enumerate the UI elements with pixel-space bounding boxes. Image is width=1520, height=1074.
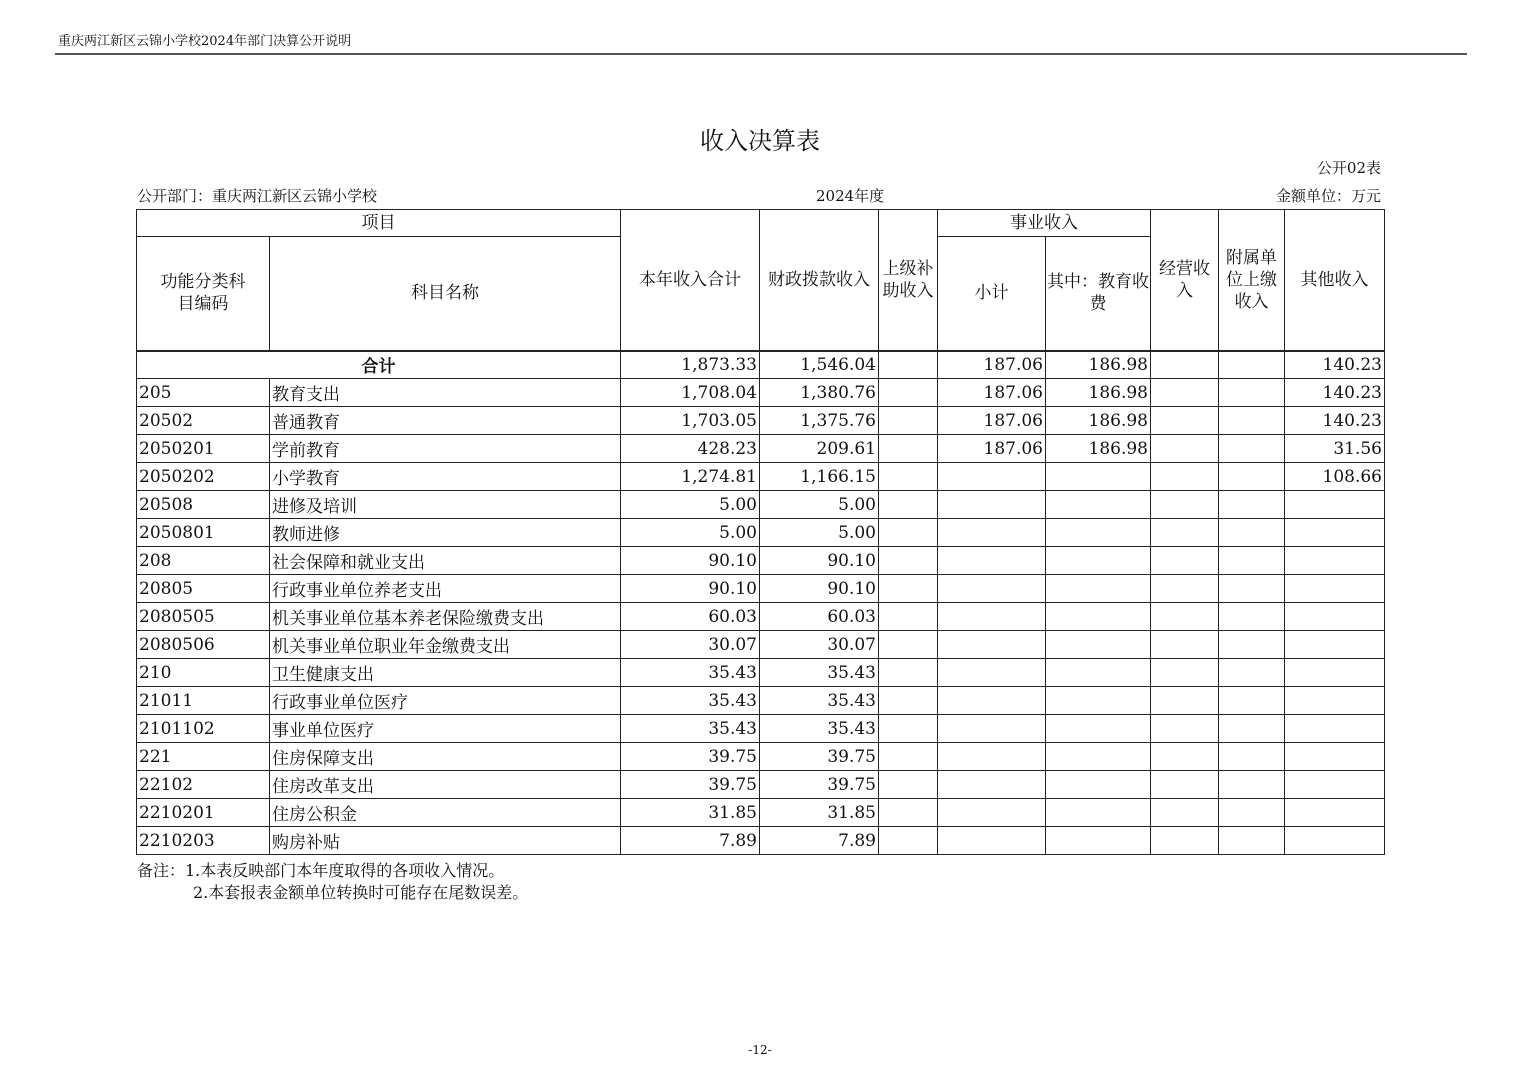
header-code-text: 功能分类科目编码 (160, 272, 246, 315)
total-income-cell: 39.75 (621, 743, 760, 771)
notes (137, 860, 528, 904)
running-header: 重庆两江新区云锦小学校2024年部门决算公开说明 (58, 34, 352, 49)
table-body (137, 351, 1385, 855)
name-cell: 社会保障和就业支出 (270, 547, 621, 575)
name-cell: 小学教育 (270, 463, 621, 491)
education-fee-cell (1046, 743, 1151, 771)
education-fee-cell (1046, 799, 1151, 827)
header-education-fee-text: 其中：教育收费 (1047, 272, 1149, 315)
operating-cell (1151, 799, 1219, 827)
page-number: -12- (748, 1043, 772, 1057)
superior-subsidy-cell (879, 519, 938, 547)
education-fee-cell (1046, 659, 1151, 687)
subtotal-cell (938, 519, 1046, 547)
education-fee-cell (1046, 631, 1151, 659)
operating-cell (1151, 631, 1219, 659)
other-cell (1285, 519, 1385, 547)
education-fee-cell (1046, 575, 1151, 603)
operating-cell (1151, 463, 1219, 491)
table-row (137, 379, 1385, 407)
superior-subsidy-cell (879, 687, 938, 715)
other-cell (1285, 827, 1385, 855)
page-title: 收入决算表 (700, 127, 820, 155)
subtotal-cell (938, 687, 1046, 715)
code-cell: 208 (137, 547, 270, 575)
code-cell: 221 (137, 743, 270, 771)
operating-cell (1151, 407, 1219, 435)
code-cell: 22102 (137, 771, 270, 799)
affiliated-cell (1219, 575, 1285, 603)
affiliated-cell (1219, 715, 1285, 743)
fiscal-cell: 5.00 (760, 519, 879, 547)
fiscal-cell: 31.85 (760, 799, 879, 827)
operating-cell (1151, 379, 1219, 407)
total-subtotal-cell: 187.06 (938, 351, 1046, 379)
code-cell: 210 (137, 659, 270, 687)
note-line-2: 2.本套报表金额单位转换时可能存在尾数误差。 (193, 883, 529, 902)
education-fee-cell (1046, 715, 1151, 743)
table-row (137, 491, 1385, 519)
header-superior-subsidy (879, 210, 938, 351)
superior-subsidy-cell (879, 435, 938, 463)
name-cell: 事业单位医疗 (270, 715, 621, 743)
total-superior-subsidy-cell (879, 351, 938, 379)
total-affiliated-cell (1219, 351, 1285, 379)
affiliated-cell (1219, 379, 1285, 407)
operating-cell (1151, 743, 1219, 771)
name-cell: 卫生健康支出 (270, 659, 621, 687)
operating-cell (1151, 435, 1219, 463)
subtotal-cell (938, 799, 1046, 827)
superior-subsidy-cell (879, 547, 938, 575)
affiliated-cell (1219, 547, 1285, 575)
subtotal-cell (938, 631, 1046, 659)
table-row (137, 463, 1385, 491)
code-cell: 2080505 (137, 603, 270, 631)
code-cell: 2080506 (137, 631, 270, 659)
other-cell (1285, 799, 1385, 827)
subtotal-cell (938, 743, 1046, 771)
affiliated-cell (1219, 491, 1285, 519)
affiliated-cell (1219, 771, 1285, 799)
name-cell: 教师进修 (270, 519, 621, 547)
other-cell (1285, 631, 1385, 659)
total-fiscal-cell: 1,546.04 (760, 351, 879, 379)
superior-subsidy-cell (879, 463, 938, 491)
code-cell: 2050202 (137, 463, 270, 491)
total-income-cell: 35.43 (621, 659, 760, 687)
operating-cell (1151, 519, 1219, 547)
table-row (137, 603, 1385, 631)
subtotal-cell (938, 575, 1046, 603)
meta-row (137, 185, 1384, 205)
code-cell: 2050201 (137, 435, 270, 463)
fiscal-cell: 5.00 (760, 491, 879, 519)
fiscal-cell: 39.75 (760, 771, 879, 799)
name-cell: 教育支出 (270, 379, 621, 407)
education-fee-cell: 186.98 (1046, 407, 1151, 435)
superior-subsidy-cell (879, 631, 938, 659)
subtotal-cell (938, 827, 1046, 855)
affiliated-cell (1219, 743, 1285, 771)
code-cell: 2101102 (137, 715, 270, 743)
name-cell: 住房保障支出 (270, 743, 621, 771)
total-income-cell: 1,873.33 (621, 351, 760, 379)
header-rule (55, 53, 1467, 55)
operating-cell (1151, 603, 1219, 631)
total-operating-cell (1151, 351, 1219, 379)
table-row (137, 659, 1385, 687)
other-cell: 108.66 (1285, 463, 1385, 491)
subtotal-cell (938, 771, 1046, 799)
other-cell (1285, 715, 1385, 743)
name-cell: 机关事业单位职业年金缴费支出 (270, 631, 621, 659)
name-cell: 行政事业单位医疗 (270, 687, 621, 715)
total-income-cell: 1,274.81 (621, 463, 760, 491)
total-income-cell: 35.43 (621, 715, 760, 743)
other-cell (1285, 547, 1385, 575)
table-row (137, 631, 1385, 659)
education-fee-cell: 186.98 (1046, 435, 1151, 463)
total-income-cell: 30.07 (621, 631, 760, 659)
superior-subsidy-cell (879, 827, 938, 855)
table-row (137, 827, 1385, 855)
fiscal-cell: 60.03 (760, 603, 879, 631)
table-row (137, 547, 1385, 575)
affiliated-cell (1219, 407, 1285, 435)
income-table (136, 209, 1385, 855)
subtotal-cell (938, 603, 1046, 631)
code-cell: 205 (137, 379, 270, 407)
superior-subsidy-cell (879, 575, 938, 603)
header-superior-subsidy-text: 上级补助收入 (882, 258, 934, 301)
name-cell: 住房改革支出 (270, 771, 621, 799)
table-row (137, 407, 1385, 435)
subtotal-cell: 187.06 (938, 379, 1046, 407)
total-income-cell: 31.85 (621, 799, 760, 827)
code-cell: 20502 (137, 407, 270, 435)
code-cell: 2210203 (137, 827, 270, 855)
superior-subsidy-cell (879, 715, 938, 743)
name-cell: 普通教育 (270, 407, 621, 435)
superior-subsidy-cell (879, 659, 938, 687)
education-fee-cell (1046, 827, 1151, 855)
other-cell: 140.23 (1285, 407, 1385, 435)
subtotal-cell (938, 659, 1046, 687)
operating-cell (1151, 687, 1219, 715)
affiliated-cell (1219, 519, 1285, 547)
code-cell: 20805 (137, 575, 270, 603)
total-income-cell: 7.89 (621, 827, 760, 855)
fiscal-cell: 30.07 (760, 631, 879, 659)
header-other: 其他收入 (1285, 210, 1385, 351)
fiscal-cell: 90.10 (760, 575, 879, 603)
header-project: 项目 (137, 210, 621, 237)
operating-cell (1151, 575, 1219, 603)
fiscal-cell: 35.43 (760, 687, 879, 715)
fiscal-cell: 1,380.76 (760, 379, 879, 407)
operating-cell (1151, 491, 1219, 519)
fiscal-cell: 7.89 (760, 827, 879, 855)
fiscal-cell: 90.10 (760, 547, 879, 575)
other-cell (1285, 771, 1385, 799)
operating-cell (1151, 659, 1219, 687)
fiscal-cell: 35.43 (760, 715, 879, 743)
table-row (137, 519, 1385, 547)
superior-subsidy-cell (879, 603, 938, 631)
total-income-cell: 90.10 (621, 575, 760, 603)
name-cell: 购房补贴 (270, 827, 621, 855)
fiscal-year: 2024年度 (816, 187, 885, 205)
name-cell: 进修及培训 (270, 491, 621, 519)
fiscal-cell: 1,375.76 (760, 407, 879, 435)
total-income-cell: 90.10 (621, 547, 760, 575)
superior-subsidy-cell (879, 743, 938, 771)
form-code: 公开02表 (1316, 159, 1381, 177)
header-affiliated (1219, 210, 1285, 351)
superior-subsidy-cell (879, 407, 938, 435)
operating-cell (1151, 547, 1219, 575)
table-row (137, 799, 1385, 827)
affiliated-cell (1219, 687, 1285, 715)
operating-cell (1151, 771, 1219, 799)
subtotal-cell (938, 547, 1046, 575)
table-row (137, 715, 1385, 743)
code-cell: 2210201 (137, 799, 270, 827)
total-label: 合计 (137, 351, 621, 379)
table-row (137, 687, 1385, 715)
header-code (137, 237, 270, 351)
header-total-income: 本年收入合计 (621, 210, 760, 351)
subtotal-cell (938, 491, 1046, 519)
superior-subsidy-cell (879, 799, 938, 827)
total-income-cell: 5.00 (621, 519, 760, 547)
total-other-cell: 140.23 (1285, 351, 1385, 379)
department-label: 公开部门：重庆两江新区云锦小学校 (137, 187, 378, 205)
other-cell (1285, 575, 1385, 603)
total-row (137, 351, 1385, 379)
total-income-cell: 5.00 (621, 491, 760, 519)
subtotal-cell (938, 463, 1046, 491)
fiscal-cell: 39.75 (760, 743, 879, 771)
education-fee-cell (1046, 771, 1151, 799)
other-cell (1285, 659, 1385, 687)
total-education-fee-cell: 186.98 (1046, 351, 1151, 379)
operating-cell (1151, 715, 1219, 743)
total-income-cell: 60.03 (621, 603, 760, 631)
total-income-cell: 35.43 (621, 687, 760, 715)
header-subtotal: 小计 (938, 237, 1046, 351)
other-cell (1285, 687, 1385, 715)
header-affiliated-text: 附属单位上缴收入 (1226, 247, 1277, 312)
education-fee-cell (1046, 519, 1151, 547)
note-line-1: 备注：1.本表反映部门本年度取得的各项收入情况。 (137, 861, 505, 880)
header-operating-text: 经营收入 (1159, 258, 1210, 301)
name-cell: 行政事业单位养老支出 (270, 575, 621, 603)
total-income-cell: 1,708.04 (621, 379, 760, 407)
other-cell (1285, 603, 1385, 631)
education-fee-cell (1046, 491, 1151, 519)
other-cell: 140.23 (1285, 379, 1385, 407)
table-row (137, 743, 1385, 771)
total-income-cell: 428.23 (621, 435, 760, 463)
total-income-cell: 1,703.05 (621, 407, 760, 435)
table-row (137, 575, 1385, 603)
superior-subsidy-cell (879, 491, 938, 519)
header-business-income: 事业收入 (938, 210, 1151, 237)
fiscal-cell: 209.61 (760, 435, 879, 463)
other-cell: 31.56 (1285, 435, 1385, 463)
subtotal-cell: 187.06 (938, 407, 1046, 435)
affiliated-cell (1219, 603, 1285, 631)
other-cell (1285, 743, 1385, 771)
code-cell: 20508 (137, 491, 270, 519)
education-fee-cell (1046, 463, 1151, 491)
header-name: 科目名称 (270, 237, 621, 351)
code-cell: 2050801 (137, 519, 270, 547)
subtotal-cell (938, 715, 1046, 743)
education-fee-cell (1046, 687, 1151, 715)
name-cell: 住房公积金 (270, 799, 621, 827)
name-cell: 学前教育 (270, 435, 621, 463)
education-fee-cell (1046, 547, 1151, 575)
other-cell (1285, 491, 1385, 519)
education-fee-cell (1046, 603, 1151, 631)
amount-unit: 金额单位：万元 (1275, 187, 1381, 205)
subtotal-cell: 187.06 (938, 435, 1046, 463)
affiliated-cell (1219, 827, 1285, 855)
name-cell: 机关事业单位基本养老保险缴费支出 (270, 603, 621, 631)
operating-cell (1151, 827, 1219, 855)
fiscal-cell: 35.43 (760, 659, 879, 687)
fiscal-cell: 1,166.15 (760, 463, 879, 491)
total-income-cell: 39.75 (621, 771, 760, 799)
table-row (137, 771, 1385, 799)
table-row (137, 435, 1385, 463)
affiliated-cell (1219, 659, 1285, 687)
header-education-fee (1046, 237, 1151, 351)
header-operating (1151, 210, 1219, 351)
education-fee-cell: 186.98 (1046, 379, 1151, 407)
affiliated-cell (1219, 435, 1285, 463)
code-cell: 21011 (137, 687, 270, 715)
header-fiscal: 财政拨款收入 (760, 210, 879, 351)
affiliated-cell (1219, 631, 1285, 659)
affiliated-cell (1219, 799, 1285, 827)
superior-subsidy-cell (879, 379, 938, 407)
superior-subsidy-cell (879, 771, 938, 799)
affiliated-cell (1219, 463, 1285, 491)
